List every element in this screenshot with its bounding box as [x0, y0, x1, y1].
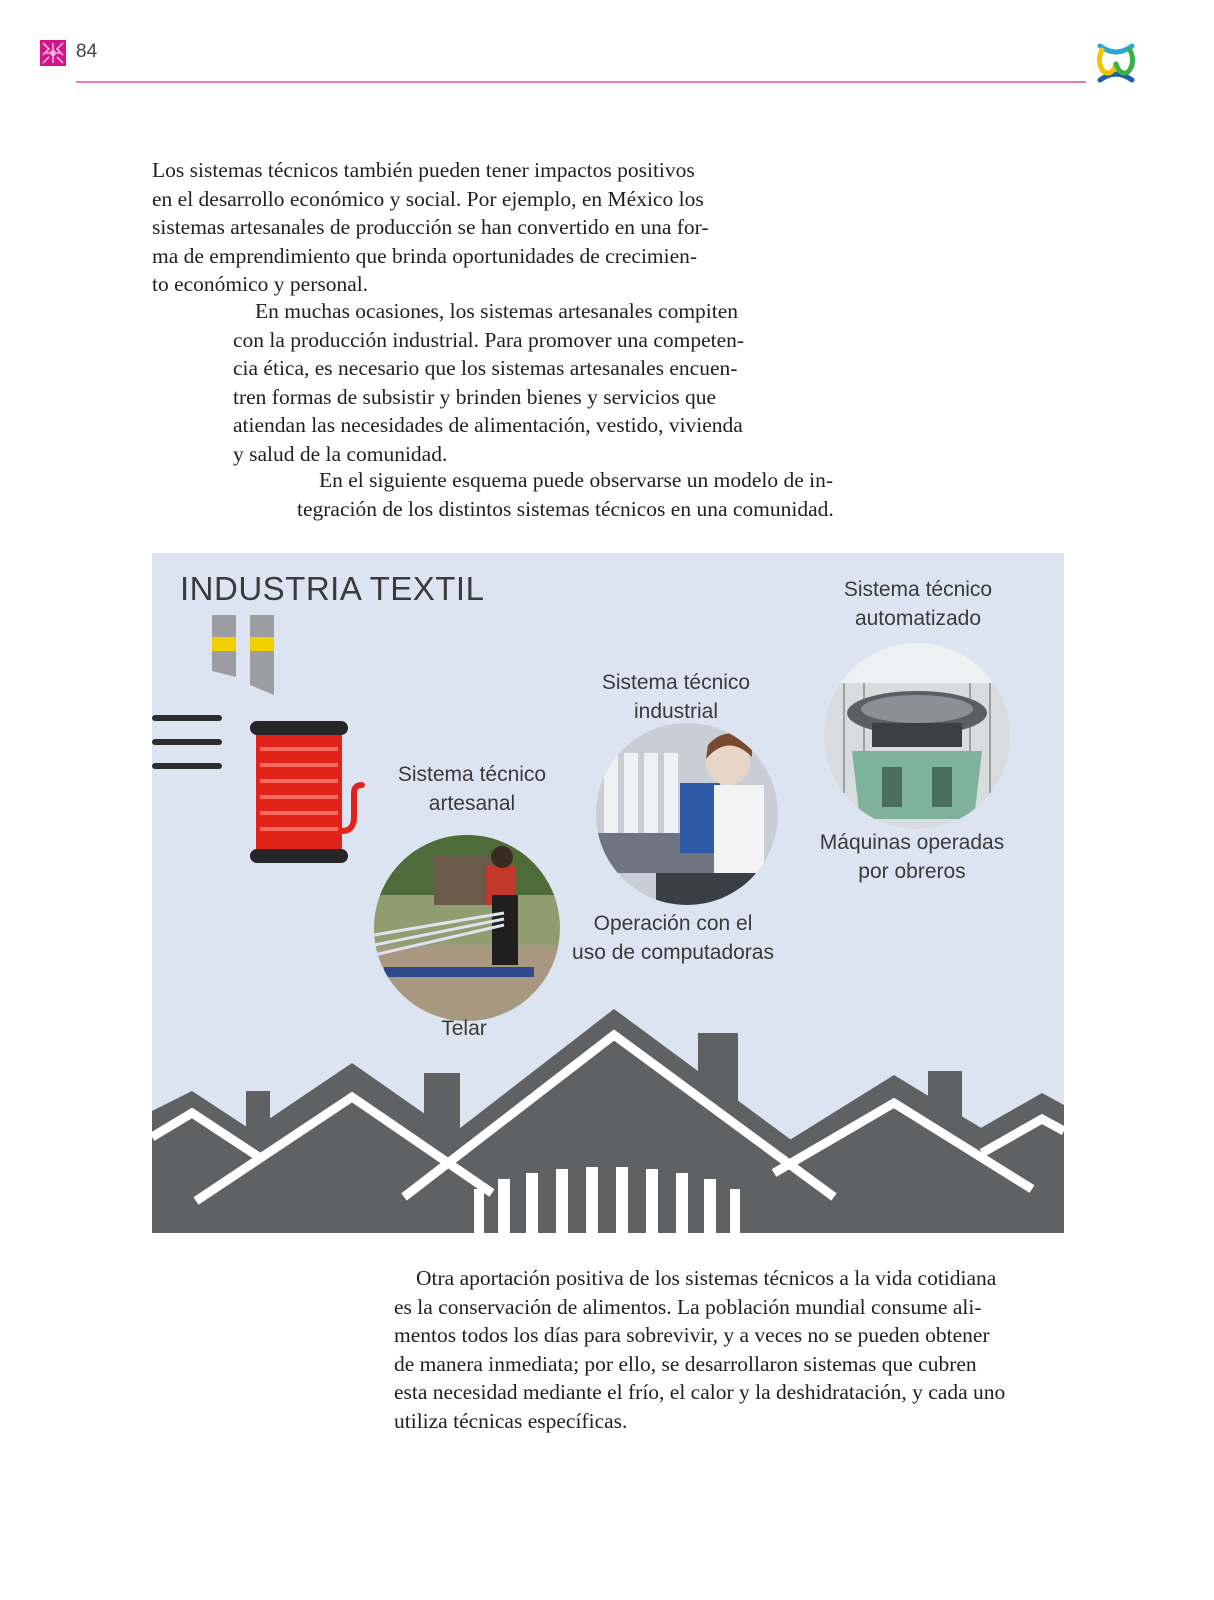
textile-pattern-icon [40, 40, 66, 66]
knot-logo-icon [1094, 40, 1138, 86]
label-sistema-artesanal: Sistema técnico artesanal [397, 763, 547, 815]
paragraph-conservacion-alimentos: Otra aportación positiva de los sistemas técnicos a la vida cotidiana es la conservación de alimentos. La población mundial consume ali- mentos todos los días para sobrevivir, y a veces no se pueden obtener de manera inmediata; por ello, se desarrollaron sistemas que cubren esta necesidad mediante el frío, el calor y la deshidratación, y cada uno utiliza técnicas específicas. [394, 1266, 1006, 1433]
community-rooftops-illustration [152, 993, 1064, 1233]
caption-telar: Telar [441, 1017, 487, 1040]
label-sistema-industrial: Sistema técnico industrial [601, 671, 751, 723]
industrial-machine-photo [596, 723, 778, 905]
paragraph-impactos-positivos: Los sistemas técnicos también pueden tener impactos positivos en el desarrollo económico y social. Por ejemplo, en México los sistemas artesanales de producción se han convertido en una for- ma de emprendimiento que brinda oportunidades de crecimien- to económico y personal. [152, 158, 709, 296]
caption-maquinas-obreros: Máquinas operadas por obreros [819, 831, 1005, 883]
header-divider [76, 81, 1086, 83]
textile-industry-diagram [152, 553, 1064, 1233]
paragraph-esquema-intro: En el siguiente esquema puede observarse un modelo de in- tegración de los distintos sistemas técnicos en una comunidad. [297, 468, 834, 521]
page-number: 84 [76, 41, 98, 62]
paragraph-competencia-etica: En muchas ocasiones, los sistemas artesanales compiten con la producción industrial. Para promover una competen- cia ética, es necesario que los sistemas artesanales encuen- tren formas de subsistir y brinden bienes y servicios que atiendan las necesidades de alimentación, vestido, vivienda y salud de la comunidad. [233, 299, 745, 466]
caption-operacion-computadoras: Operación con el uso de computadoras [572, 912, 774, 964]
needles-icon [212, 615, 282, 697]
automated-machine-photo [824, 643, 1010, 829]
motion-lines-icon [152, 715, 224, 771]
thread-spool-icon [250, 721, 370, 863]
diagram-title: INDUSTRIA TEXTIL [180, 570, 485, 607]
label-sistema-automatizado: Sistema técnico automatizado [843, 578, 993, 630]
